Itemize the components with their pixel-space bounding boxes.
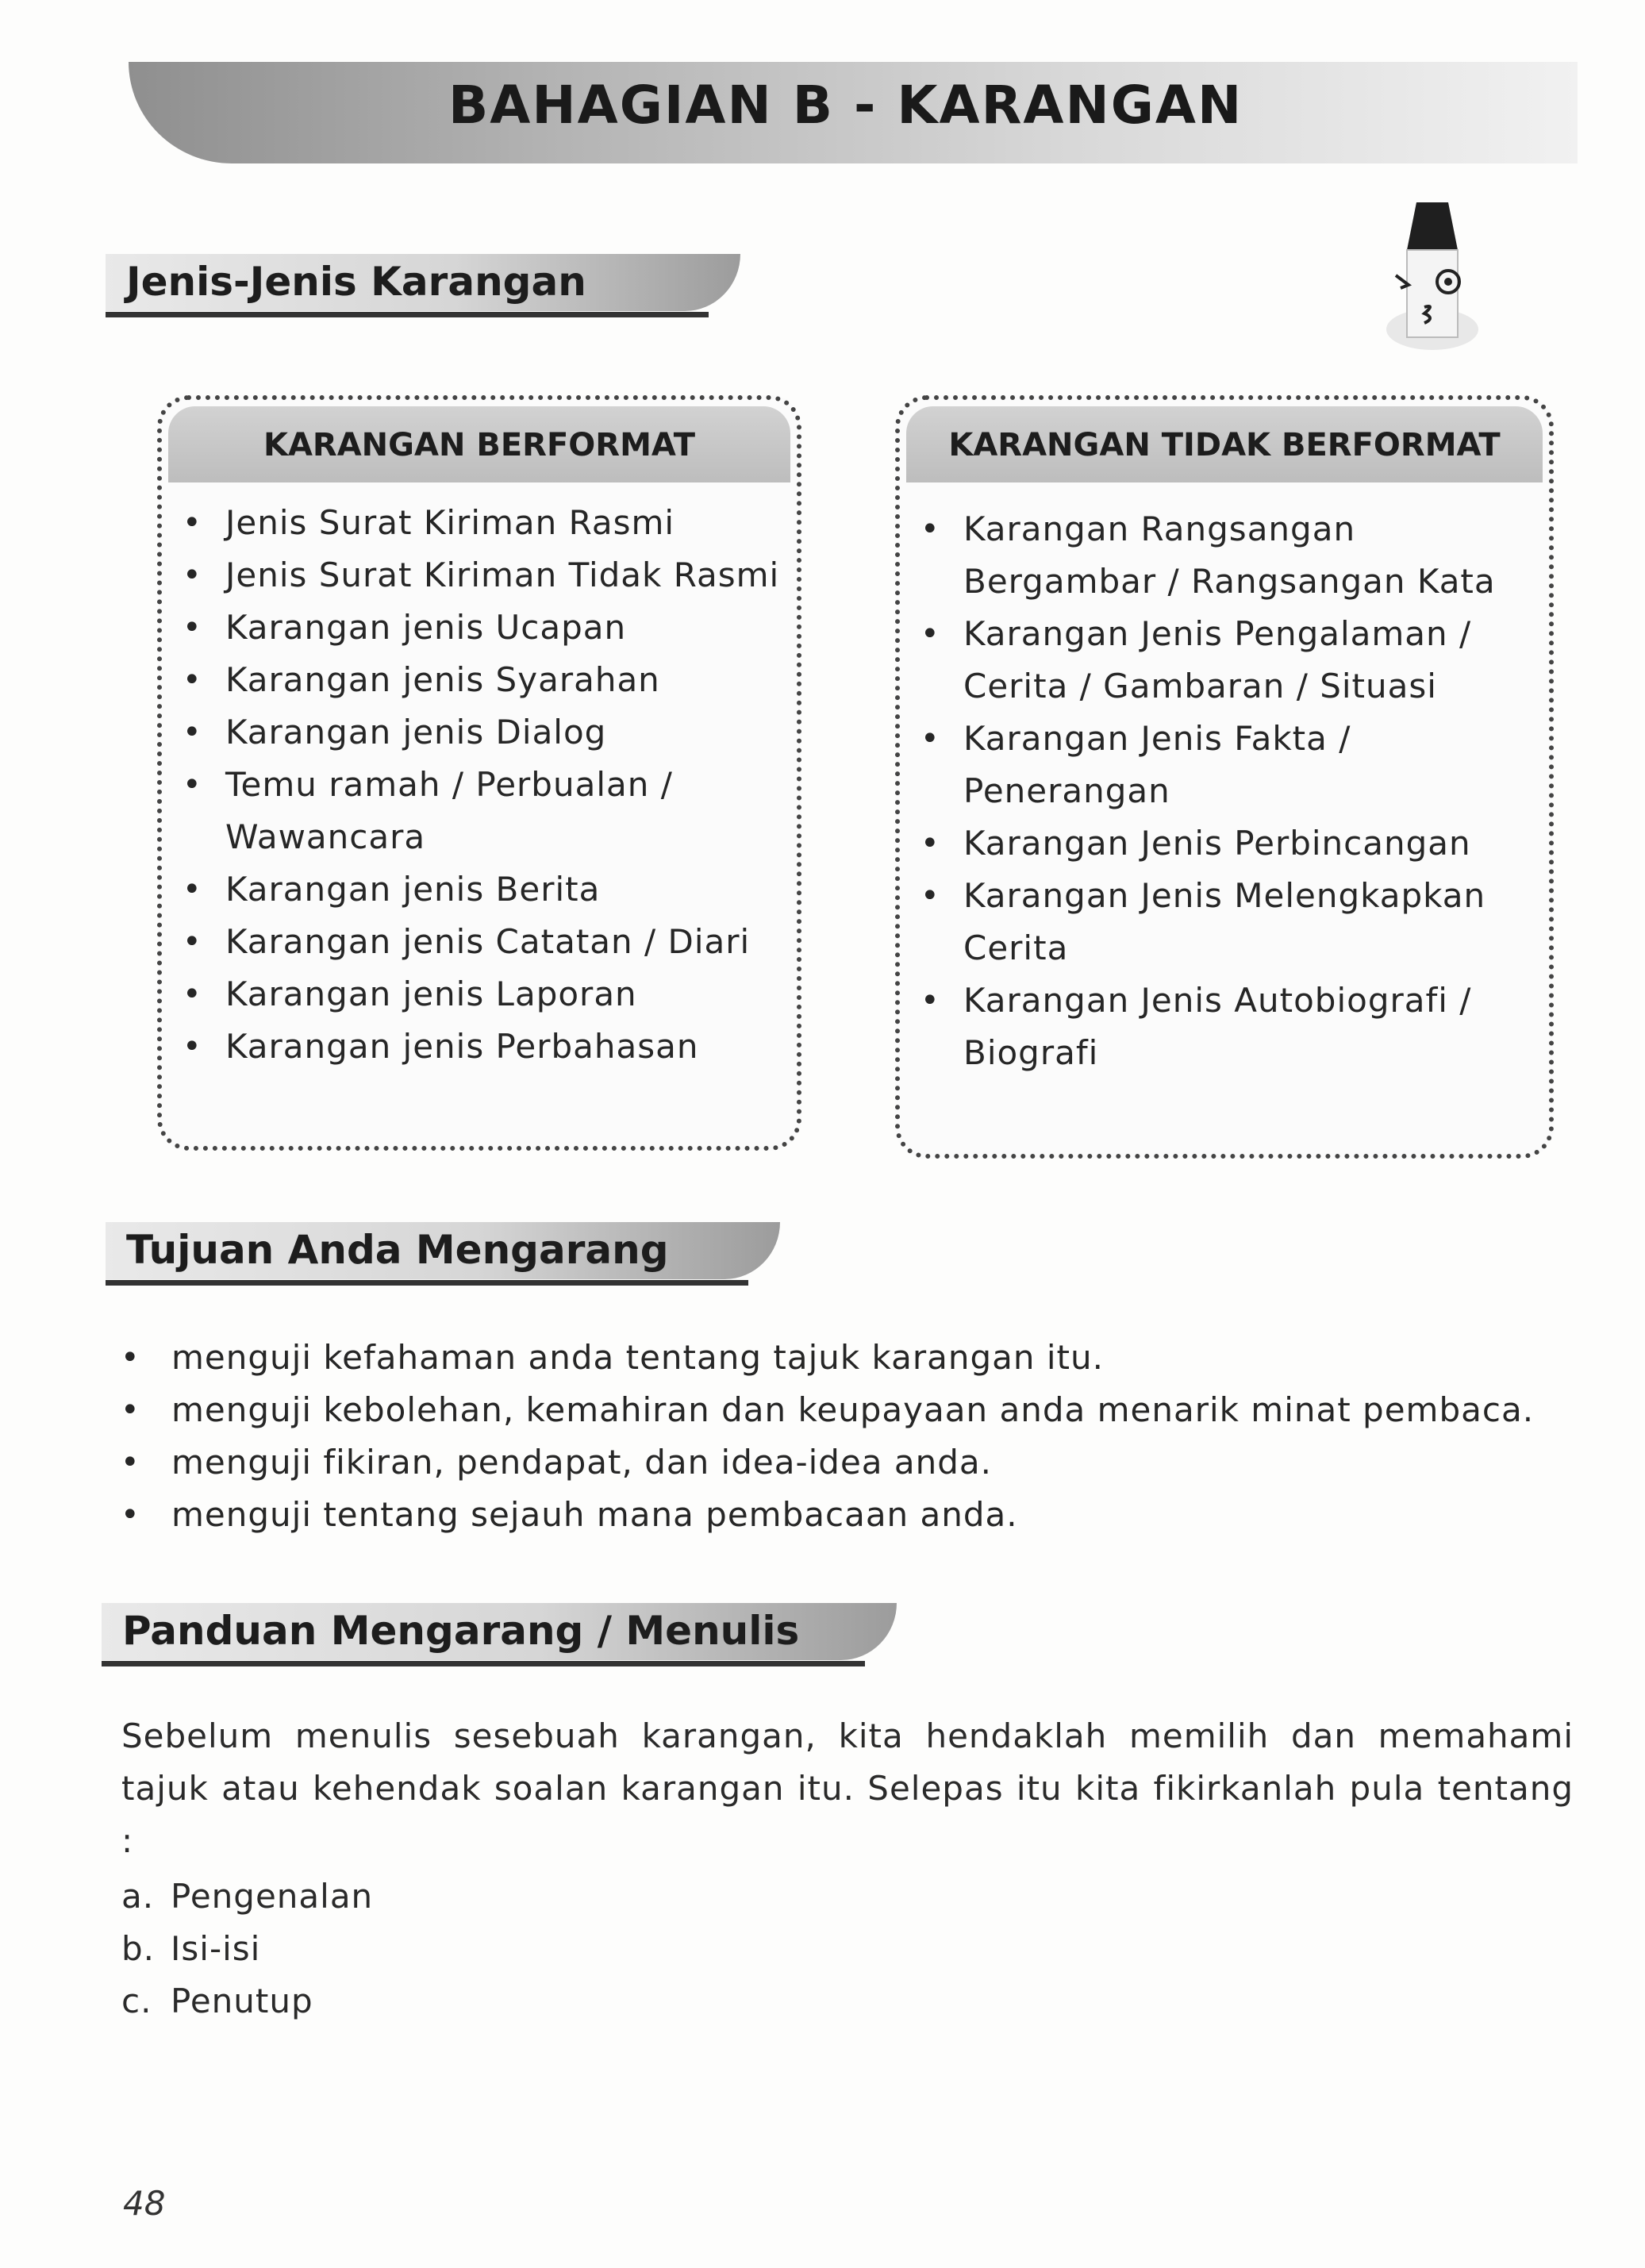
list-item: • menguji kefahaman anda tentang tajuk karangan itu.: [110, 1332, 1534, 1384]
bullet-icon: •: [921, 982, 940, 1019]
bullet-icon: •: [183, 714, 202, 751]
list-item: • Karangan jenis Perbahasan: [171, 1021, 779, 1073]
section-heading-panduan: [102, 1603, 897, 1666]
box-title: KARANGAN BERFORMAT: [263, 427, 696, 463]
berformat-list: [171, 497, 779, 1073]
list-item: • menguji fikiran, pendapat, dan idea-idea anda.: [110, 1436, 1534, 1489]
box-header: [168, 406, 790, 482]
list-item: • Jenis Surat Kiriman Tidak Rasmi: [171, 549, 779, 602]
page-title: BAHAGIAN B - KARANGAN: [448, 75, 1243, 136]
list-item: • Karangan Jenis Autobiografi /: [909, 974, 1496, 1027]
tujuan-list: [110, 1332, 1534, 1541]
list-item: • Karangan jenis Syarahan: [171, 654, 779, 706]
section-heading-label: Jenis-Jenis Karangan: [126, 259, 586, 305]
panduan-steps: [121, 1870, 373, 2028]
list-item: • Karangan jenis Catatan / Diari: [171, 916, 779, 968]
bullet-icon: •: [183, 505, 202, 541]
box-karangan-tidak-berformat: [895, 395, 1554, 1159]
list-item: c. Penutup: [121, 1982, 313, 2020]
panduan-paragraph: Sebelum menulis sesebuah karangan, kita hendaklah memilih dan memahami tajuk atau kehendak soalan karangan itu. Selepas itu kita fikirkanlah pula tentang :: [121, 1716, 1574, 1860]
bullet-icon: •: [921, 616, 940, 652]
list-item-continuation: Wawancara: [225, 817, 426, 856]
list-item-continuation: Bergambar / Rangsangan Kata: [963, 562, 1496, 601]
bullet-icon: •: [121, 1444, 140, 1481]
bullet-icon: •: [183, 871, 202, 908]
list-item-continuation: Cerita / Gambaran / Situasi: [963, 667, 1437, 705]
list-item-continuation: Penerangan: [963, 771, 1170, 810]
list-item: • Temu ramah / Perbualan /: [171, 759, 779, 811]
section-heading-tujuan: [106, 1222, 780, 1286]
bullet-icon: •: [921, 511, 940, 548]
section-heading-label: Tujuan Anda Mengarang: [126, 1227, 669, 1273]
section-heading-label: Panduan Mengarang / Menulis: [122, 1608, 800, 1654]
bullet-icon: •: [183, 662, 202, 698]
list-item: • menguji tentang sejauh mana pembacaan anda.: [110, 1489, 1534, 1541]
box-header: [906, 406, 1543, 482]
list-item: • Karangan Jenis Pengalaman /: [909, 608, 1496, 660]
list-item: • Karangan Jenis Perbincangan: [909, 817, 1496, 870]
list-item: b. Isi-isi: [121, 1929, 261, 1968]
list-item: a. Pengenalan: [121, 1877, 374, 1916]
tidak-berformat-list: [909, 503, 1496, 1079]
bullet-icon: •: [921, 721, 940, 757]
bullet-icon: •: [183, 924, 202, 960]
list-item-continuation: Cerita: [963, 928, 1069, 967]
bullet-icon: •: [183, 767, 202, 803]
list-item: • Jenis Surat Kiriman Rasmi: [171, 497, 779, 549]
page-number: 48: [123, 2184, 166, 2223]
bullet-icon: •: [921, 878, 940, 914]
list-item: • Karangan jenis Dialog: [171, 706, 779, 759]
list-item: • Karangan jenis Ucapan: [171, 602, 779, 654]
bullet-icon: •: [183, 1028, 202, 1065]
list-item: • Karangan Rangsangan: [909, 503, 1496, 555]
box-title: KARANGAN TIDAK BERFORMAT: [948, 427, 1501, 463]
bullet-icon: •: [921, 825, 940, 862]
list-item: • Karangan Jenis Fakta /: [909, 713, 1496, 765]
bullet-icon: •: [183, 557, 202, 594]
list-item: • Karangan jenis Laporan: [171, 968, 779, 1021]
pencil-mascot-icon: [1369, 202, 1484, 361]
bullet-icon: •: [121, 1392, 140, 1428]
box-karangan-berformat: [157, 395, 801, 1151]
section-heading-jenis-karangan: [106, 254, 740, 317]
bullet-icon: •: [183, 976, 202, 1013]
bullet-icon: •: [121, 1497, 140, 1533]
list-item: • Karangan Jenis Melengkapkan: [909, 870, 1496, 922]
list-item-continuation: Biografi: [963, 1033, 1099, 1072]
list-item: • menguji kebolehan, kemahiran dan keupayaan anda menarik minat pembaca.: [110, 1384, 1534, 1436]
bullet-icon: •: [121, 1340, 140, 1376]
bullet-icon: •: [183, 609, 202, 646]
list-item: • Karangan jenis Berita: [171, 863, 779, 916]
